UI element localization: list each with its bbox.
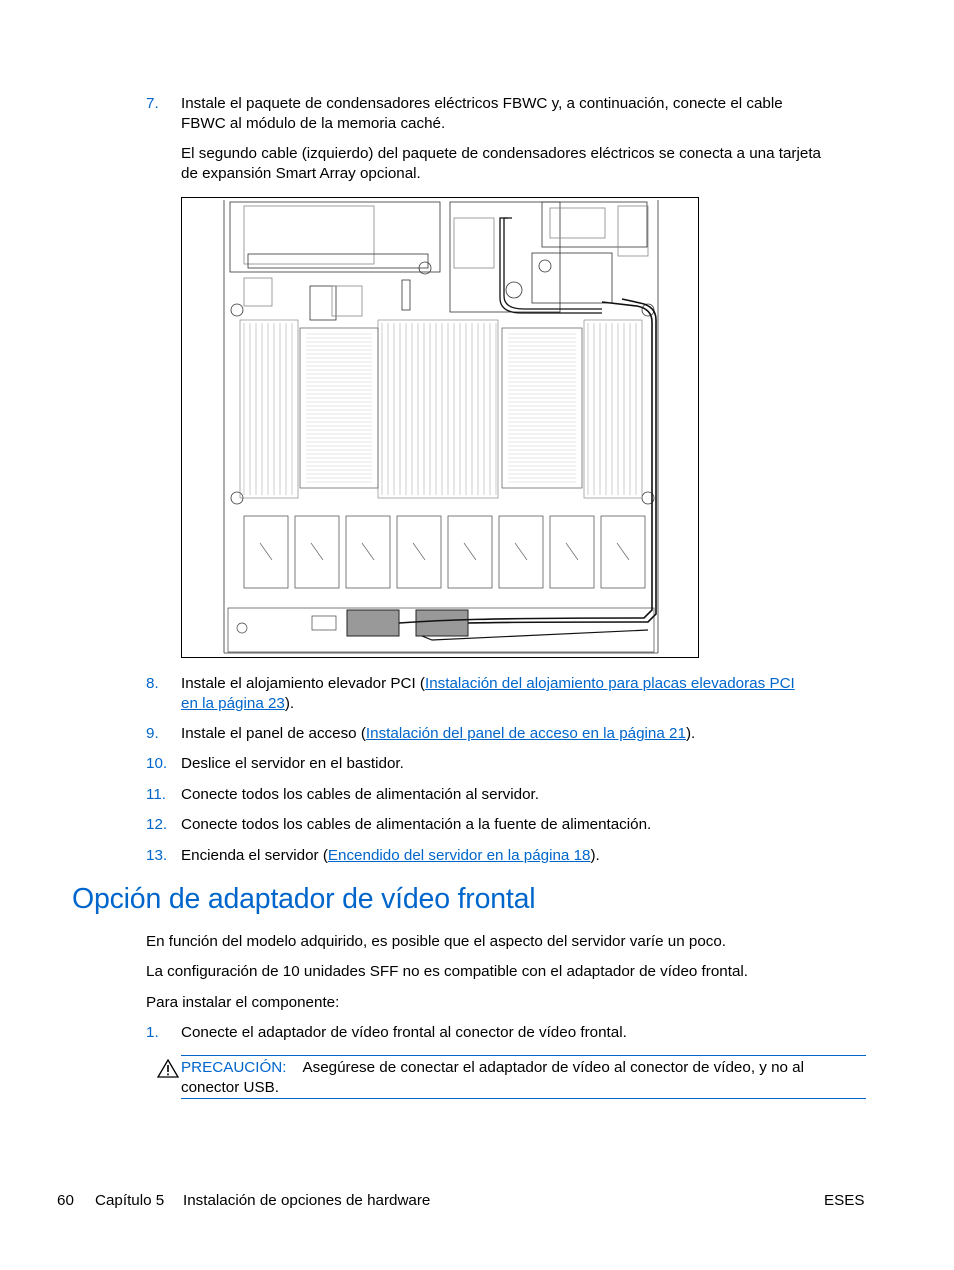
- step-8-pre: Instale el alojamiento elevador PCI (: [181, 675, 425, 692]
- step-7-text: [181, 94, 881, 133]
- server-board-illustration: [182, 198, 697, 656]
- section-heading: Opción de adaptador de vídeo frontal: [72, 883, 536, 915]
- step-8-link-cont[interactable]: en la página 23: [181, 694, 285, 712]
- step-9-number: 9.: [146, 725, 159, 742]
- step-12-text: Conecte todos los cables de alimentación a la fuente de alimentación.: [181, 816, 652, 833]
- step-13-link[interactable]: Encendido del servidor en la página 18: [327, 847, 591, 864]
- step-7-note-line2: de expansión Smart Array opcional.: [181, 164, 421, 182]
- warning-triangle-icon: [157, 1059, 179, 1078]
- step-7-line1: Instale el paquete de condensadores eléctricos FBWC y, a continuación, conecte el cable: [181, 95, 783, 112]
- step-8-post: ).: [284, 694, 295, 712]
- step-8-number: 8.: [146, 675, 159, 692]
- step-13-number: 13.: [146, 847, 168, 864]
- step-10-number: 10.: [146, 755, 168, 772]
- step-8-text: [181, 674, 881, 713]
- section-paragraph-1: En función del modelo adquirido, es posible que el aspecto del servidor varíe un poco.: [146, 933, 727, 950]
- step-7-line2: FBWC al módulo de la memoria caché.: [181, 114, 446, 132]
- step-8-link[interactable]: Instalación del alojamiento para placas elevadoras PCI: [424, 675, 795, 692]
- section-step-1-number: 1.: [146, 1024, 159, 1041]
- caution-label: PRECAUCIÓN:: [181, 1059, 287, 1076]
- caution-text: [181, 1058, 866, 1097]
- step-9-pre: Instale el panel de acceso (: [181, 725, 366, 742]
- step-7-number: 7.: [146, 95, 159, 112]
- step-9-post: ).: [685, 725, 696, 742]
- footer-chapter-title: Instalación de opciones de hardware: [183, 1192, 431, 1209]
- step-11-number: 11.: [146, 786, 166, 803]
- section-paragraph-2: La configuración de 10 unidades SFF no es compatible con el adaptador de vídeo frontal.: [146, 963, 748, 980]
- caution-line1: Asegúrese de conectar el adaptador de vídeo al conector de vídeo, y no al: [302, 1059, 805, 1076]
- step-12-number: 12.: [146, 816, 168, 833]
- section-paragraph-3: Para instalar el componente:: [146, 994, 340, 1011]
- step-9-text: [181, 724, 695, 744]
- step-7-note: [181, 144, 881, 183]
- step-7-note-line1: El segundo cable (izquierdo) del paquete de condensadores eléctricos se conecta a una tarjeta: [181, 145, 821, 162]
- footer-lang: ESES: [824, 1192, 865, 1209]
- step-13-pre: Encienda el servidor (: [181, 847, 328, 864]
- step-13-text: [181, 846, 600, 866]
- footer-chapter: Capítulo 5: [95, 1192, 165, 1209]
- section-step-1-text: Conecte el adaptador de vídeo frontal al conector de vídeo frontal.: [181, 1024, 627, 1041]
- step-10-text: Deslice el servidor en el bastidor.: [181, 755, 404, 772]
- server-board-figure: [181, 197, 699, 658]
- step-9-link[interactable]: Instalación del panel de acceso en la página 21: [365, 725, 686, 742]
- caution-line2: conector USB.: [181, 1078, 279, 1096]
- footer-page-number: 60: [57, 1192, 74, 1209]
- step-11-text: Conecte todos los cables de alimentación al servidor.: [181, 786, 539, 803]
- step-13-post: ).: [590, 847, 600, 864]
